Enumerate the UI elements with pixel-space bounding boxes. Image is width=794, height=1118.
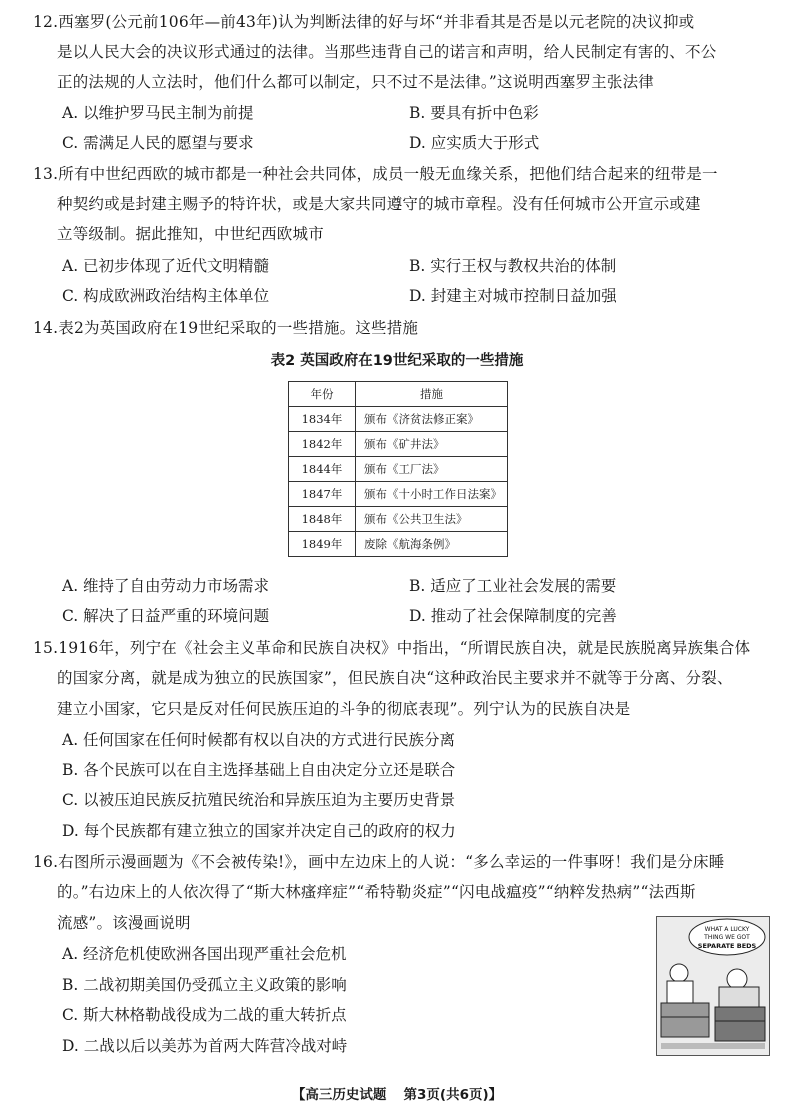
row-measure: 颁布《公共卫生法》 (356, 507, 508, 532)
q12-option-d: D. 应实质大于形式 (409, 134, 540, 152)
q16-option-d: D. 二战以后以美苏为首两大阵营冷战对峙 (62, 1037, 348, 1055)
row-year: 1847年 (289, 482, 356, 507)
header-measure: 措施 (356, 382, 508, 407)
q16-stem-line-3: 流感”。该漫画说明 (57, 914, 191, 932)
q12-option-b: B. 要具有折中色彩 (409, 104, 539, 122)
q14-option-b: B. 适应了工业社会发展的需要 (409, 577, 617, 595)
page-footer (0, 1083, 794, 1103)
q16-option-c: C. 斯大林格勒战役成为二战的重大转折点 (62, 1006, 347, 1024)
q15-option-d: D. 每个民族都有建立独立的国家并决定自己的政府的权力 (62, 822, 456, 840)
cartoon-illustration (656, 916, 770, 1056)
measures-table (288, 381, 508, 557)
q15-option-a: A. 任何国家在任何时候都有权以自决的方式进行民族分离 (62, 731, 456, 749)
row-measure: 颁布《十小时工作日法案》 (356, 482, 508, 507)
table-title: 表2 英国政府在19世纪采取的一些措施 (270, 353, 524, 369)
cartoon-drawing (657, 917, 769, 1055)
q16-stem-line-2: 的。”右边床上的人依次得了“斯大林瘙痒症”“希特勒炎症”“闪电战瘟疫”“纳粹发热病”“法西斯 (57, 883, 696, 901)
q15-stem-line-3: 建立小国家，它只是反对任何民族压迫的斗争的彻底表现”。列宁认为的民族自决是 (57, 700, 631, 718)
footer-exam-title: 【高三历史试题 (291, 1087, 387, 1103)
q12-stem-line-1: 12.西塞罗(公元前106年—前43年)认为判断法律的好与坏“并非看其是否是以元老院的决议抑或 (33, 13, 695, 31)
row-year: 1849年 (289, 532, 356, 557)
q13-option-a: A. 已初步体现了近代文明精髓 (62, 257, 270, 275)
q13-option-d: D. 封建主对城市控制日益加强 (409, 287, 617, 305)
cartoon-caption-line-3: SEPARATE BEDS (697, 942, 757, 950)
row-measure: 颁布《矿井法》 (356, 432, 508, 457)
row-measure: 废除《航海条例》 (356, 532, 508, 557)
cartoon-caption-line-2: THING WE GOT (704, 934, 750, 941)
row-measure: 颁布《济贫法修正案》 (356, 407, 508, 432)
q13-option-b: B. 实行王权与教权共治的体制 (409, 257, 617, 275)
q13-stem-line-3: 立等级制。据此推知，中世纪西欧城市 (57, 225, 324, 243)
q15-stem-line-1: 15.1916年，列宁在《社会主义革命和民族自决权》中指出，“所谓民族自决，就是民族脱离异族集合体 (33, 639, 751, 657)
q15-option-b: B. 各个民族可以在自主选择基础上自由决定分立还是联合 (62, 761, 456, 779)
q13-stem-line-2: 种契约或是封建主赐予的特许状，或是大家共同遵守的城市章程。没有任何城市公开宣示或建 (57, 195, 701, 213)
q15-stem-line-2: 的国家分离，就是成为独立的民族国家”，但民族自决“这种政治民主要求并不就等于分离、分裂、 (57, 669, 733, 687)
table-row (289, 507, 508, 532)
q12-option-c: C. 需满足人民的愿望与要求 (62, 134, 254, 152)
cartoon-caption-line-1: WHAT A LUCKY (704, 926, 750, 933)
q12-stem-line-3: 正的法规的人立法时，他们什么都可以制定，只不过不是法律。”这说明西塞罗主张法律 (57, 73, 654, 91)
row-year: 1848年 (289, 507, 356, 532)
header-year: 年份 (289, 382, 356, 407)
table-row (289, 432, 508, 457)
table-row (289, 532, 508, 557)
table-row (289, 407, 508, 432)
q13-option-c: C. 构成欧洲政治结构主体单位 (62, 287, 270, 305)
table-header-row (289, 382, 508, 407)
footer-page-number: 第3页(共6页)】 (403, 1087, 503, 1103)
q15-option-c: C. 以被压迫民族反抗殖民统治和异族压迫为主要历史背景 (62, 791, 456, 809)
row-year: 1842年 (289, 432, 356, 457)
row-year: 1844年 (289, 457, 356, 482)
q16-option-a: A. 经济危机使欧洲各国出现严重社会危机 (62, 945, 347, 963)
table-row (289, 482, 508, 507)
row-year: 1834年 (289, 407, 356, 432)
q16-stem-line-1: 16.右图所示漫画题为《不会被传染!》，画中左边床上的人说：“多么幸运的一件事呀！我们是分床睡 (33, 853, 725, 871)
q14-option-c: C. 解决了日益严重的环境问题 (62, 607, 270, 625)
q16-option-b: B. 二战初期美国仍受孤立主义政策的影响 (62, 976, 347, 994)
q14-option-d: D. 推动了社会保障制度的完善 (409, 607, 617, 625)
q14-stem: 14.表2为英国政府在19世纪采取的一些措施。这些措施 (33, 319, 419, 337)
q14-option-a: A. 维持了自由劳动力市场需求 (62, 577, 270, 595)
q13-stem-line-1: 13.所有中世纪西欧的城市都是一种社会共同体，成员一般无血缘关系，把他们结合起来的纽带是一 (33, 165, 718, 183)
q12-option-a: A. 以维护罗马民主制为前提 (62, 104, 254, 122)
table-row (289, 457, 508, 482)
q12-stem-line-2: 是以人民大会的决议形式通过的法律。当那些违背自己的诺言和声明，给人民制定有害的、不公 (57, 43, 717, 61)
row-measure: 颁布《工厂法》 (356, 457, 508, 482)
